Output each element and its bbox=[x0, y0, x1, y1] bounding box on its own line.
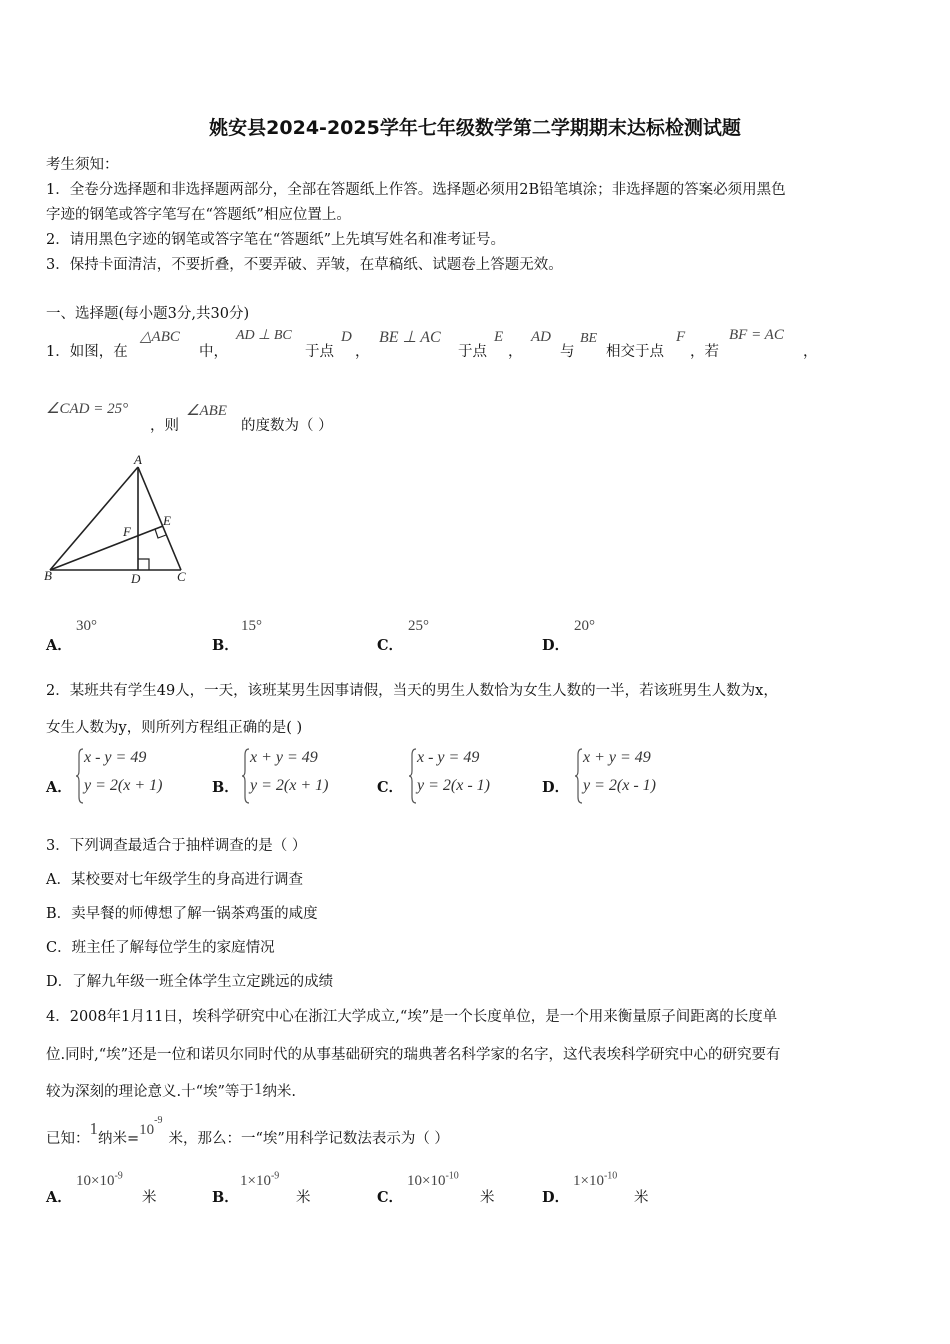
q1-math-ad: AD bbox=[531, 329, 551, 345]
q4-line-3-text: 较为深刻的理论意义.十“埃”等于 bbox=[46, 1084, 254, 1100]
q4-option-b-unit: 米 bbox=[296, 1190, 311, 1206]
q4-option-c-value[interactable] bbox=[407, 1170, 459, 1190]
q3-option-d[interactable]: D．了解九年级一班全体学生立定跳远的成绩 bbox=[46, 974, 334, 990]
brace-icon bbox=[76, 747, 84, 805]
q2-option-c-eq-1: x - y = 49 bbox=[417, 749, 480, 766]
q1-text: ，则 bbox=[150, 418, 179, 434]
q1-text: 中， bbox=[199, 344, 228, 360]
figure-label-b: B bbox=[44, 568, 52, 583]
notice-item-2: 2．请用黑色字迹的钢笔或答字笔在“答题纸”上先填写姓名和准考证号。 bbox=[46, 232, 506, 248]
q2-option-d-eq-1: x + y = 49 bbox=[583, 749, 651, 766]
q2-option-a-label[interactable]: A． bbox=[46, 779, 72, 796]
q3-option-a[interactable]: A．某校要对七年级学生的身高进行调查 bbox=[46, 872, 303, 888]
notice-item-3: 3．保持卡面清洁，不要折叠，不要弄破、弄皱，在草稿纸、试题卷上答题无效。 bbox=[46, 257, 563, 273]
figure-label-e: E bbox=[163, 513, 171, 528]
q2-option-d-system[interactable] bbox=[575, 747, 685, 805]
q3-option-b[interactable]: B．卖早餐的师傅想了解一锅茶鸡蛋的咸度 bbox=[46, 906, 318, 922]
q2-option-b-system[interactable] bbox=[242, 747, 352, 805]
brace-icon bbox=[409, 747, 417, 805]
figure-label-c: C bbox=[177, 569, 186, 584]
q4-known-question: 米，那么：一“埃”用科学记数法表示为（ ） bbox=[168, 1131, 449, 1147]
q4-option-b-label[interactable]: B． bbox=[212, 1189, 239, 1206]
q4-known-prefix: 已知： bbox=[46, 1131, 90, 1147]
notice-item-1-line-1: 1．全卷分选择题和非选择题两部分，全部在答题纸上作答。选择题必须用2B铅笔填涂；非选择题的答案必须用黑色 bbox=[46, 182, 786, 198]
q1-text: ， bbox=[508, 344, 523, 360]
q1-math-bf-eq-ac: BF = AC bbox=[729, 327, 784, 343]
q4-known-number: 1 bbox=[89, 1119, 98, 1138]
q1-triangle-figure bbox=[40, 452, 200, 592]
q1-text: 相交于点 bbox=[606, 344, 664, 360]
q4-known-base: 10 bbox=[139, 1122, 155, 1138]
q1-math-be: BE bbox=[580, 331, 598, 346]
q1-option-a-value[interactable]: 30° bbox=[76, 618, 97, 634]
q1-text: 于点 bbox=[305, 344, 334, 360]
q1-text: 的度数为（ ） bbox=[241, 418, 333, 434]
q4-option-c-unit: 米 bbox=[480, 1190, 495, 1206]
q4-stem-line-3 bbox=[46, 1080, 296, 1101]
q1-math-e: E bbox=[494, 329, 504, 345]
q1-option-c-label[interactable]: C． bbox=[377, 637, 404, 654]
q1-text: 与 bbox=[560, 344, 575, 360]
q4-line-3-number: 1 bbox=[253, 1079, 263, 1098]
q1-text: ， bbox=[355, 344, 370, 360]
q1-stem-start: 1．如图，在 bbox=[46, 344, 128, 360]
q4-option-a-coef: 10×10 bbox=[76, 1173, 115, 1189]
q2-option-b-eq-1: x + y = 49 bbox=[250, 749, 318, 766]
figure-label-a: A bbox=[134, 452, 142, 467]
brace-icon bbox=[575, 747, 583, 805]
q4-option-d-value[interactable] bbox=[573, 1170, 617, 1190]
q1-text: 于点 bbox=[458, 344, 487, 360]
q2-option-b-eq-2: y = 2(x + 1) bbox=[250, 777, 329, 794]
q4-option-b-exp: -9 bbox=[270, 1170, 280, 1182]
q1-text: ，若 bbox=[690, 344, 719, 360]
q1-math-be-perp-ac: BE ⊥ AC bbox=[379, 329, 441, 346]
q4-option-b-value[interactable] bbox=[240, 1170, 279, 1190]
q1-text: ， bbox=[803, 344, 818, 360]
q2-stem-line-1: 2．某班共有学生49人，一天，该班某男生因事请假，当天的男生人数恰为女生人数的一半，若该班男生人数为x， bbox=[46, 683, 778, 699]
q1-option-a-label[interactable]: A． bbox=[46, 637, 72, 654]
q2-option-b-label[interactable]: B． bbox=[212, 779, 239, 796]
notice-item-1-line-2: 字迹的钢笔或答字笔写在“答题纸”相应位置上。 bbox=[46, 207, 351, 223]
q4-line-3-suffix: 纳米. bbox=[262, 1084, 297, 1100]
figure-label-f: F bbox=[123, 524, 131, 539]
q3-stem: 3．下列调查最适合于抽样调查的是（ ） bbox=[46, 838, 307, 854]
q4-option-a-exp: -9 bbox=[114, 1170, 123, 1182]
q2-option-c-eq-2: y = 2(x - 1) bbox=[417, 777, 490, 794]
q4-option-a-unit: 米 bbox=[142, 1190, 157, 1206]
q3-option-c[interactable]: C．班主任了解每位学生的家庭情况 bbox=[46, 940, 275, 956]
q2-stem-line-2: 女生人数为y，则所列方程组正确的是( ) bbox=[46, 720, 303, 736]
figure-label-d: D bbox=[131, 571, 141, 586]
q4-known-line bbox=[46, 1115, 449, 1148]
q1-math-triangle-abc: △ABC bbox=[140, 329, 180, 345]
q4-option-d-coef: 1×10 bbox=[573, 1173, 604, 1189]
q4-option-b-coef: 1×10 bbox=[240, 1173, 271, 1189]
q2-option-a-system[interactable] bbox=[76, 747, 186, 805]
q2-option-c-system[interactable] bbox=[409, 747, 519, 805]
q1-math-angle-cad: ∠CAD = 25° bbox=[46, 401, 129, 417]
brace-icon bbox=[242, 747, 250, 805]
q2-option-d-label[interactable]: D． bbox=[542, 779, 570, 796]
q4-option-a-label[interactable]: A． bbox=[46, 1189, 72, 1206]
q4-option-c-label[interactable]: C． bbox=[377, 1189, 404, 1206]
q4-option-d-label[interactable]: D． bbox=[542, 1189, 570, 1206]
q4-option-d-unit: 米 bbox=[634, 1190, 649, 1206]
q2-option-d-eq-2: y = 2(x - 1) bbox=[583, 777, 656, 794]
q4-option-d-exp: -10 bbox=[603, 1170, 618, 1182]
q1-option-c-value[interactable]: 25° bbox=[408, 618, 429, 634]
q1-math-ad-perp-bc: AD ⊥ BC bbox=[236, 328, 292, 343]
q4-option-a-value[interactable] bbox=[76, 1170, 123, 1190]
q1-option-b-value[interactable]: 15° bbox=[241, 618, 262, 634]
q4-known-unit: 纳米= bbox=[98, 1131, 140, 1147]
q4-stem-line-1: 4．2008年1月11日，埃科学研究中心在浙江大学成立,“埃”是一个长度单位，是一个用来衡量原子间距离的长度单 bbox=[46, 1009, 778, 1025]
notice-heading: 考生须知： bbox=[46, 157, 119, 173]
q1-math-f: F bbox=[676, 329, 686, 345]
q2-option-a-eq-2: y = 2(x + 1) bbox=[84, 777, 163, 794]
section-heading: 一、选择题(每小题3分,共30分) bbox=[46, 306, 250, 322]
q2-option-c-label[interactable]: C． bbox=[377, 779, 404, 796]
q1-math-angle-abe: ∠ABE bbox=[186, 403, 227, 419]
q2-option-a-eq-1: x - y = 49 bbox=[84, 749, 147, 766]
q1-option-d-label[interactable]: D． bbox=[542, 637, 570, 654]
q4-option-c-exp: -10 bbox=[445, 1170, 459, 1182]
q4-option-c-coef: 10×10 bbox=[407, 1173, 446, 1189]
q1-option-b-label[interactable]: B． bbox=[212, 637, 239, 654]
q1-option-d-value[interactable]: 20° bbox=[574, 618, 595, 634]
q4-known-exponent: -9 bbox=[154, 1115, 163, 1127]
q1-math-d: D bbox=[341, 329, 352, 345]
q4-stem-line-2: 位.同时,“埃”还是一位和诺贝尔同时代的从事基础研究的瑞典著名科学家的名字，这代表埃科学研究中心的研究要有 bbox=[46, 1047, 781, 1063]
page-title: 姚安县2024-2025学年七年级数学第二学期期末达标检测试题 bbox=[209, 117, 741, 139]
